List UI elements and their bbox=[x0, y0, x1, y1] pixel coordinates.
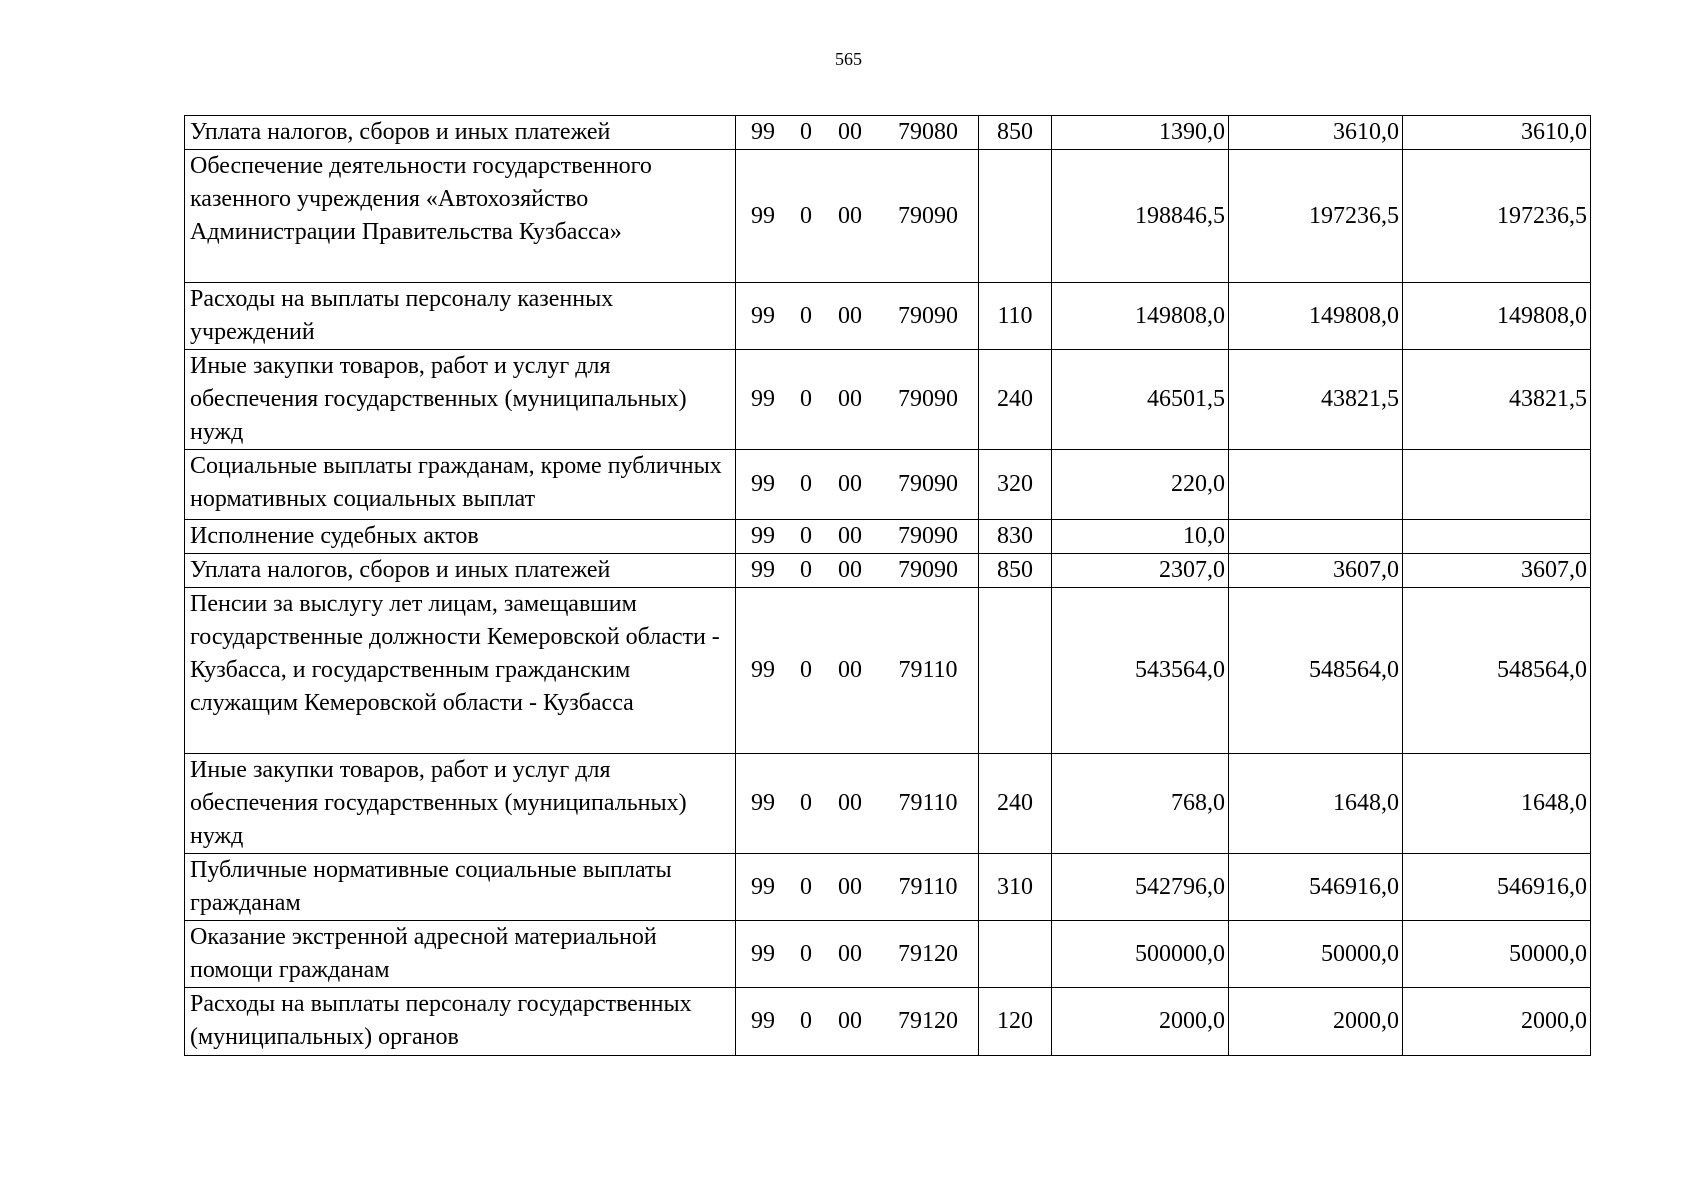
amount-year-3-cell: 3610,0 bbox=[1403, 116, 1591, 150]
expense-type-cell: 120 bbox=[979, 988, 1052, 1056]
amount-year-2-cell: 149808,0 bbox=[1229, 283, 1403, 350]
expense-type-cell: 110 bbox=[979, 283, 1052, 350]
target-article-code-cell bbox=[736, 520, 979, 554]
code-part-2: 0 bbox=[800, 657, 812, 683]
table-row bbox=[185, 921, 1591, 988]
amount-year-1-cell: 10,0 bbox=[1052, 520, 1229, 554]
expense-type-cell: 240 bbox=[979, 754, 1052, 854]
code-part-3: 00 bbox=[838, 940, 862, 967]
expense-name-cell: Социальные выплаты гражданам, кроме публичных нормативных социальных выплат bbox=[185, 450, 736, 520]
amount-year-3-cell: 50000,0 bbox=[1403, 921, 1591, 988]
amount-year-2-cell: 1648,0 bbox=[1229, 754, 1403, 854]
amount-year-3-cell: 1648,0 bbox=[1403, 754, 1591, 854]
expense-name-cell: Публичные нормативные социальные выплаты гражданам bbox=[185, 854, 736, 921]
code-part-2: 0 bbox=[800, 523, 812, 549]
table-row bbox=[185, 588, 1591, 754]
expense-type-cell: 240 bbox=[979, 350, 1052, 450]
target-article-code-cell bbox=[736, 854, 979, 921]
code-part-4: 79110 bbox=[898, 873, 958, 900]
code-part-2: 0 bbox=[800, 386, 812, 412]
page-number: 565 bbox=[835, 49, 862, 69]
code-part-4: 79110 bbox=[898, 790, 958, 816]
expense-name-cell: Оказание экстренной адресной материальной помощи гражданам bbox=[185, 921, 736, 988]
amount-year-1-cell: 500000,0 bbox=[1052, 921, 1229, 988]
amount-year-3-cell: 546916,0 bbox=[1403, 854, 1591, 921]
expense-name-cell: Расходы на выплаты персоналу казенных учреждений bbox=[185, 283, 736, 350]
code-part-1: 99 bbox=[751, 471, 775, 497]
code-part-2: 0 bbox=[800, 471, 812, 497]
expense-name-cell: Иные закупки товаров, работ и услуг для обеспечения государственных (муниципальных) нужд bbox=[185, 350, 736, 450]
expense-name-cell: Расходы на выплаты персоналу государственных (муниципальных) органов bbox=[185, 988, 736, 1056]
expense-type-cell: 830 bbox=[979, 520, 1052, 554]
code-part-1: 99 bbox=[751, 790, 775, 816]
code-part-3: 00 bbox=[838, 386, 862, 412]
expense-name-cell: Уплата налогов, сборов и иных платежей bbox=[185, 554, 736, 588]
amount-year-3-cell: 548564,0 bbox=[1403, 588, 1591, 754]
amount-year-3-cell: 43821,5 bbox=[1403, 350, 1591, 450]
target-article-code-cell bbox=[736, 283, 979, 350]
code-part-2: 0 bbox=[800, 557, 812, 583]
code-part-2: 0 bbox=[800, 302, 812, 329]
code-part-1: 99 bbox=[751, 202, 775, 229]
expense-type-cell bbox=[979, 150, 1052, 283]
amount-year-3-cell: 3607,0 bbox=[1403, 554, 1591, 588]
expense-type-cell: 850 bbox=[979, 116, 1052, 150]
target-article-code-cell bbox=[736, 754, 979, 854]
code-part-4: 79090 bbox=[898, 557, 958, 583]
expense-type-cell bbox=[979, 588, 1052, 754]
code-part-4: 79090 bbox=[898, 471, 958, 497]
code-part-3: 00 bbox=[838, 657, 862, 683]
target-article-code-cell bbox=[736, 588, 979, 754]
code-part-4: 79110 bbox=[898, 657, 958, 683]
amount-year-3-cell: 197236,5 bbox=[1403, 150, 1591, 283]
amount-year-3-cell bbox=[1403, 450, 1591, 520]
target-article-code-cell bbox=[736, 116, 979, 150]
code-part-4: 79090 bbox=[898, 523, 958, 549]
target-article-code-cell bbox=[736, 150, 979, 283]
table-body bbox=[185, 116, 1591, 1056]
expense-name-cell: Пенсии за выслугу лет лицам, замещавшим государственные должности Кемеровской области - Кузбасса, и государственным гражданским служащим Кемеровской области - Кузбасса bbox=[185, 588, 736, 754]
amount-year-2-cell: 3607,0 bbox=[1229, 554, 1403, 588]
amount-year-1-cell: 2307,0 bbox=[1052, 554, 1229, 588]
code-part-1: 99 bbox=[751, 557, 775, 583]
code-part-1: 99 bbox=[751, 302, 775, 329]
amount-year-1-cell: 1390,0 bbox=[1052, 116, 1229, 150]
amount-year-2-cell: 197236,5 bbox=[1229, 150, 1403, 283]
code-part-3: 00 bbox=[838, 523, 862, 549]
amount-year-1-cell: 198846,5 bbox=[1052, 150, 1229, 283]
code-part-1: 99 bbox=[751, 386, 775, 412]
amount-year-2-cell: 546916,0 bbox=[1229, 854, 1403, 921]
table-row bbox=[185, 554, 1591, 588]
code-part-4: 79090 bbox=[898, 202, 958, 229]
expense-type-cell: 310 bbox=[979, 854, 1052, 921]
amount-year-2-cell: 43821,5 bbox=[1229, 350, 1403, 450]
amount-year-2-cell: 3610,0 bbox=[1229, 116, 1403, 150]
amount-year-2-cell: 2000,0 bbox=[1229, 988, 1403, 1056]
expense-name-cell: Иные закупки товаров, работ и услуг для обеспечения государственных (муниципальных) нужд bbox=[185, 754, 736, 854]
code-part-2: 0 bbox=[800, 940, 812, 967]
code-part-1: 99 bbox=[751, 940, 775, 967]
table-row bbox=[185, 450, 1591, 520]
amount-year-3-cell: 2000,0 bbox=[1403, 988, 1591, 1056]
code-part-3: 00 bbox=[838, 557, 862, 583]
code-part-1: 99 bbox=[751, 873, 775, 900]
table-row bbox=[185, 520, 1591, 554]
amount-year-1-cell: 220,0 bbox=[1052, 450, 1229, 520]
table-row bbox=[185, 116, 1591, 150]
code-part-1: 99 bbox=[751, 119, 775, 145]
code-part-3: 00 bbox=[838, 119, 862, 145]
code-part-3: 00 bbox=[838, 302, 862, 329]
table-row bbox=[185, 854, 1591, 921]
amount-year-1-cell: 46501,5 bbox=[1052, 350, 1229, 450]
code-part-4: 79090 bbox=[898, 302, 958, 329]
amount-year-1-cell: 542796,0 bbox=[1052, 854, 1229, 921]
code-part-3: 00 bbox=[838, 202, 862, 229]
code-part-4: 79080 bbox=[898, 119, 958, 145]
code-part-3: 00 bbox=[838, 790, 862, 816]
amount-year-2-cell: 50000,0 bbox=[1229, 921, 1403, 988]
amount-year-1-cell: 2000,0 bbox=[1052, 988, 1229, 1056]
code-part-2: 0 bbox=[800, 873, 812, 900]
expense-name-cell: Уплата налогов, сборов и иных платежей bbox=[185, 116, 736, 150]
expense-name-cell: Обеспечение деятельности государственного казенного учреждения «Автохозяйство Администрации Правительства Кузбасса» bbox=[185, 150, 736, 283]
table-row bbox=[185, 988, 1591, 1056]
expense-type-cell: 850 bbox=[979, 554, 1052, 588]
target-article-code-cell bbox=[736, 988, 979, 1056]
budget-table bbox=[184, 115, 1591, 1056]
code-part-3: 00 bbox=[838, 873, 862, 900]
target-article-code-cell bbox=[736, 921, 979, 988]
code-part-4: 79120 bbox=[898, 940, 958, 967]
expense-name-cell: Исполнение судебных актов bbox=[185, 520, 736, 554]
expense-type-cell bbox=[979, 921, 1052, 988]
table-row bbox=[185, 150, 1591, 283]
target-article-code-cell bbox=[736, 350, 979, 450]
target-article-code-cell bbox=[736, 554, 979, 588]
table-row bbox=[185, 754, 1591, 854]
code-part-4: 79120 bbox=[898, 1008, 958, 1034]
amount-year-1-cell: 149808,0 bbox=[1052, 283, 1229, 350]
target-article-code-cell bbox=[736, 450, 979, 520]
amount-year-2-cell bbox=[1229, 450, 1403, 520]
code-part-1: 99 bbox=[751, 1008, 775, 1034]
code-part-3: 00 bbox=[838, 471, 862, 497]
amount-year-3-cell: 149808,0 bbox=[1403, 283, 1591, 350]
amount-year-1-cell: 768,0 bbox=[1052, 754, 1229, 854]
code-part-2: 0 bbox=[800, 202, 812, 229]
code-part-1: 99 bbox=[751, 657, 775, 683]
code-part-1: 99 bbox=[751, 523, 775, 549]
code-part-4: 79090 bbox=[898, 386, 958, 412]
code-part-2: 0 bbox=[800, 1008, 812, 1034]
amount-year-2-cell: 548564,0 bbox=[1229, 588, 1403, 754]
table-row bbox=[185, 283, 1591, 350]
code-part-2: 0 bbox=[800, 790, 812, 816]
amount-year-1-cell: 543564,0 bbox=[1052, 588, 1229, 754]
code-part-3: 00 bbox=[838, 1008, 862, 1034]
code-part-2: 0 bbox=[800, 119, 812, 145]
amount-year-2-cell bbox=[1229, 520, 1403, 554]
amount-year-3-cell bbox=[1403, 520, 1591, 554]
table-row bbox=[185, 350, 1591, 450]
expense-type-cell: 320 bbox=[979, 450, 1052, 520]
